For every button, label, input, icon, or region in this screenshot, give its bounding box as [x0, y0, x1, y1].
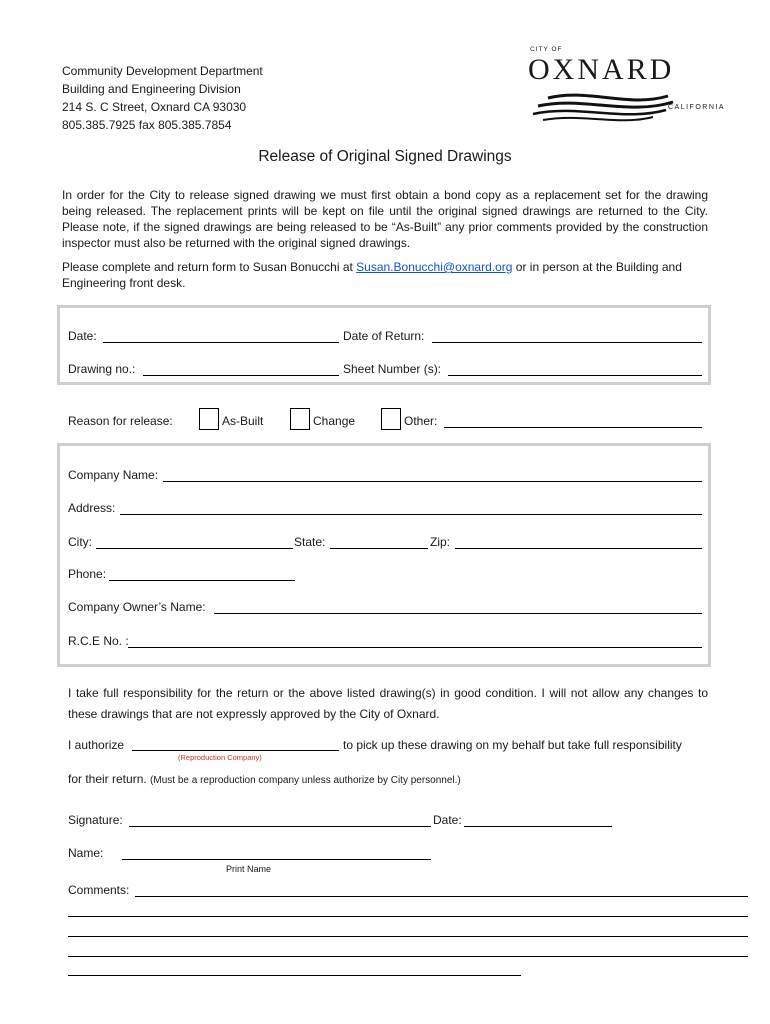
name-field[interactable] — [122, 859, 431, 860]
name-label: Name: — [68, 846, 104, 860]
zip-field[interactable] — [455, 548, 702, 549]
signature-date-label: Date: — [433, 813, 462, 827]
comments-label: Comments: — [68, 883, 130, 897]
state-label: State: — [294, 535, 326, 549]
authorize-suffix: to pick up these drawing on my behalf but take full responsibility — [343, 738, 682, 752]
sheet-number-label: Sheet Number (s): — [343, 362, 442, 376]
change-label: Change — [313, 414, 356, 428]
return-instructions — [62, 259, 708, 291]
intro-paragraph: In order for the City to release signed drawing we must first obtain a bond copy as a replacement set for the drawing being released. The replacement prints will be kept on file until the original signed drawings are returned to the City. Please note, if the signed drawings are being released to be “As-Built” any prior comments provided by the construction inspector must also be returned with the original signed drawings. — [62, 188, 708, 250]
rce-label: R.C.E No. : — [68, 634, 129, 648]
address-label: Address: — [68, 501, 116, 515]
phone-field[interactable] — [109, 580, 295, 581]
city-field[interactable] — [96, 548, 293, 549]
other-checkbox[interactable] — [381, 408, 401, 430]
date-field[interactable] — [103, 342, 339, 343]
print-name-caption: Print Name — [226, 864, 272, 874]
phone-label: Phone: — [68, 567, 107, 581]
change-checkbox[interactable] — [290, 408, 310, 430]
authorize-prefix: I authorize — [68, 738, 125, 752]
owner-label: Company Owner’s Name: — [68, 600, 206, 614]
drawing-no-field[interactable] — [143, 375, 339, 376]
sheet-number-field[interactable] — [448, 375, 702, 376]
zip-label: Zip: — [430, 535, 451, 549]
comments-field[interactable] — [135, 896, 748, 897]
return-line-text: for their return. — [68, 772, 147, 786]
comments-line-5[interactable] — [68, 975, 521, 976]
state-field[interactable] — [330, 548, 428, 549]
logo-city-of: CITY OF — [530, 46, 563, 53]
return-line — [68, 772, 461, 786]
as-built-checkbox[interactable] — [199, 408, 219, 430]
reproduction-company-caption: (Reproduction Company) — [178, 753, 262, 762]
return-note: (Must be a reproduction company unless authorize by City personnel.) — [150, 775, 461, 786]
division-name: Building and Engineering Division — [62, 82, 241, 96]
drawing-no-label: Drawing no.: — [68, 362, 136, 376]
signature-label: Signature: — [68, 813, 123, 827]
date-label: Date: — [68, 329, 97, 343]
comments-line-4[interactable] — [68, 956, 748, 957]
street-address: 214 S. C Street, Oxnard CA 93030 — [62, 100, 247, 114]
reproduction-company-field[interactable] — [132, 750, 339, 751]
page-title: Release of Original Signed Drawings — [258, 148, 512, 165]
reason-label: Reason for release: — [68, 414, 173, 428]
company-name-field[interactable] — [163, 481, 702, 482]
owner-field[interactable] — [214, 613, 702, 614]
city-logo — [528, 46, 728, 130]
comments-line-3[interactable] — [68, 936, 748, 937]
other-field[interactable] — [444, 427, 702, 428]
return-text-suffix: or in person at the Building and Engineering front desk. — [62, 260, 682, 290]
logo-state: CALIFORNIA — [668, 104, 726, 111]
city-label: City: — [68, 535, 92, 549]
date-of-return-field[interactable] — [432, 342, 702, 343]
address-field[interactable] — [120, 514, 702, 515]
responsibility-statement: I take full responsibility for the return or the above listed drawing(s) in good condition. I will not allow any changes to these drawings that are not expressly approved by the City of Oxnard. — [68, 686, 708, 721]
return-text-prefix: Please complete and return form to Susan Bonucchi at — [62, 260, 357, 274]
dept-name: Community Development Department — [62, 64, 263, 78]
logo-name: OXNARD — [528, 53, 675, 86]
other-label: Other: — [404, 414, 438, 428]
company-name-label: Company Name: — [68, 468, 159, 482]
signature-date-field[interactable] — [464, 826, 612, 827]
rce-field[interactable] — [128, 647, 702, 648]
signature-field[interactable] — [129, 826, 431, 827]
as-built-label: As-Built — [222, 414, 264, 428]
return-email-link[interactable]: Susan.Bonucchi@oxnard.org — [356, 260, 513, 274]
comments-line-2[interactable] — [68, 916, 748, 917]
date-of-return-label: Date of Return: — [343, 329, 425, 343]
phone-fax: 805.385.7925 fax 805.385.7854 — [62, 118, 232, 132]
